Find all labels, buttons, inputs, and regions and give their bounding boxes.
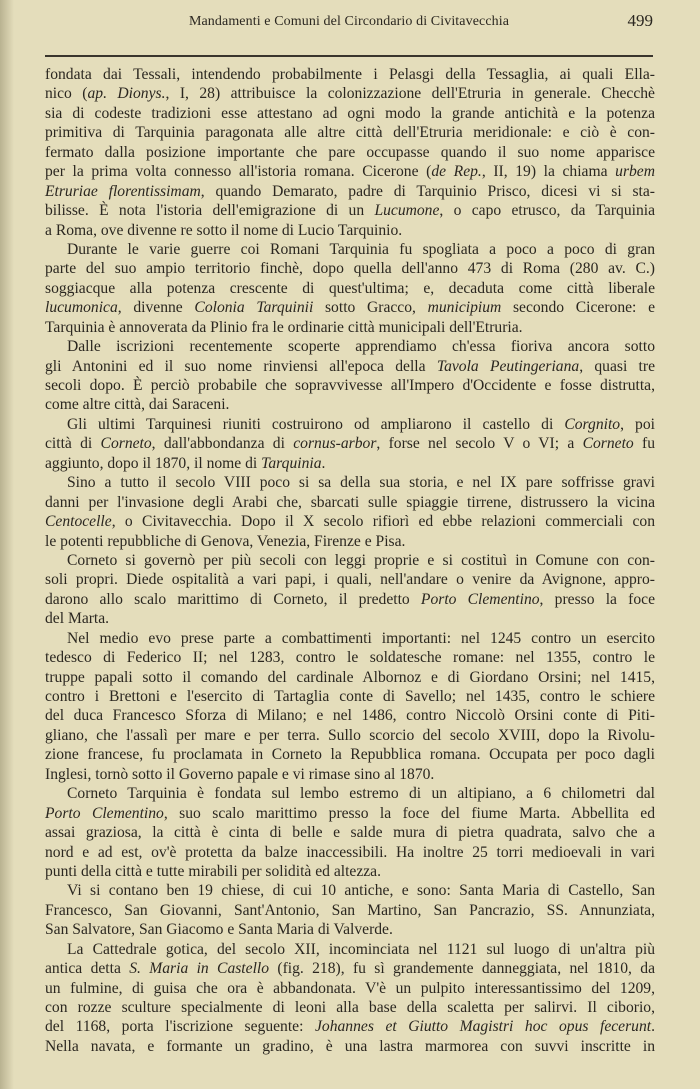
text-segment: nord e ad est, ov'è protetta da balze inaccessibili. Ha inoltre 25 torri medioevali in vari [45,843,655,861]
text-line [45,84,655,103]
text-segment: Durante le varie guerre coi Romani Tarquinia fu spogliata a poco a poco di gran [67,240,655,258]
text-line [45,843,655,862]
text-segment: fondata dai Tessali, intendendo probabilmente i Pelasgi della Tessaglia, ai quali Ella- [45,66,655,83]
text-line [45,940,655,959]
text-segment: punti della città e tutte mirabili per solidità ed altezza. [45,862,382,880]
text-segment: . [321,454,326,472]
text-line [45,512,655,531]
text-segment: fu [633,435,655,453]
italic-text: Corgnito [564,415,621,433]
text-segment: per la prima volta connesso all'istoria romana. Cicerone ( [45,163,432,181]
text-segment: con rozze sculture specialmente di leoni alla base della scaletta per salirvi. Il ciborio, [45,999,655,1016]
text-line [45,259,655,278]
text-line [45,590,655,609]
text-line [45,415,655,434]
text-line [45,687,655,706]
text-line [45,823,655,842]
text-line [45,318,655,337]
text-line [45,726,655,745]
text-segment: città di [45,435,101,453]
text-segment: La Cattedrale gotica, del secolo XII, incominciata nel 1121 sul luogo di un'altra più [67,940,655,958]
text-segment: primitiva di Tarquinia paragonata alle altre città dell'Etruria meridionale: e ciò è con- [45,124,655,142]
text-line [45,881,655,900]
text-line [45,570,655,589]
italic-text: urbem [615,163,655,181]
body-text [45,65,655,1056]
italic-text: Colonia Tarquinii [194,299,314,317]
text-segment: sia di codeste tradizioni esse attestano ad ogni modo la grande antichità e la potenza [45,104,655,122]
text-segment: fermato dalla posizione importante che pare occupasse quando il suo nome apparisce [45,143,655,161]
text-line [45,668,655,687]
text-line [45,376,655,395]
text-segment: secoli dopo. È perciò probabile che sopravvivesse all'Impero d'Occidente e fosse distrutta, [45,377,655,394]
text-segment: , divenne [117,299,195,317]
italic-text: municipium [427,299,502,317]
text-segment: Dalle iscrizioni recentemente scoperte apprendiamo ch'essa fioriva ancora sotto [67,338,655,356]
text-segment: , poi [620,415,655,433]
text-line [45,162,655,181]
text-line [45,901,655,920]
text-segment: parte del suo ampio territorio finchè, dopo quella dell'anno 473 di Roma (280 av. C.) [45,260,655,278]
text-line [45,862,655,881]
text-segment: sotto Gracco, [313,299,428,317]
text-line [45,279,655,298]
text-segment: , o capo etrusco, da Tarquinia [439,202,656,220]
italic-text: Corneto [100,435,152,453]
text-line [45,434,655,453]
text-segment: (fig. 218), fu sì grandemente danneggiata, nel 1810, da [269,960,655,978]
page-number: 499 [627,11,653,30]
text-segment: del 1168, porta l'iscrizione seguente: [45,1018,315,1036]
text-segment: , I, 28) attribuisce la colonizzazione dell'Etruria in generale. Checchè [165,85,655,103]
text-line [45,337,655,356]
text-segment: Corneto si governò per più secoli con leggi proprie e si costituì in Comune con con- [67,551,655,569]
text-segment: , quasi tre [579,357,656,375]
text-segment: , II, 19) la chiama [481,163,616,181]
text-line [45,784,655,803]
text-segment: Corneto Tarquinia è fondata sul lembo estremo di un altipiano, a 6 chilometri dal [67,785,655,803]
text-segment: truppe papali sotto il comando del cardinale Albornoz e di Giordano Orsini; nel 1415, [45,668,655,686]
text-segment: Nella navata, e formante un gradino, è una lastra marmorea con suvvi inscritte in [45,1037,655,1055]
text-segment: tedesco di Federico II; nel 1283, contro le soldatesche romane: nel 1355, contro le [45,649,655,667]
text-line [45,493,655,512]
text-segment: Sino a tutto il secolo VIII poco si sa della sua storia, e nel IX pare soffrisse gravi [67,474,655,492]
text-segment: del Marta. [45,610,110,628]
text-segment: del duca Francesco Sforza di Milano; e nel 1486, contro Niccolò Orsini conte di Piti- [45,707,655,725]
text-segment: . [651,1018,655,1036]
text-segment: nico ( [45,85,88,103]
text-segment: Inglesi, tornò sotto il Governo papale e vi rimase sino al 1870. [45,765,435,783]
text-segment: San Salvatore, San Giacomo e Santa Maria di Valverde. [45,921,393,939]
text-segment: , dall'abbondanza di [151,435,294,453]
text-segment: Vi si contano ben 19 chiese, di cui 10 antiche, e sono: Santa Maria di Castello, San [67,882,655,900]
text-segment: , quando Demarato, padre di Tarquinio Prisco, dicesi vi si sta- [200,182,656,200]
text-line [45,745,655,764]
text-line [45,532,655,551]
text-segment: bilisse. È nota l'istoria dell'emigrazione di un [45,202,375,220]
text-segment: , suo scalo marittimo presso la foce del fiume Marta. Abbellita ed [163,804,655,822]
text-segment: contro i Brettoni e l'esercito di Tartaglia conte di Savello; nel 1435, contro le schiere [45,688,655,705]
text-segment: zione francese, fu proclamata in Corneto la Repubblica romana. Occupata per poco dagli [45,746,655,764]
text-segment: soggiacque alla potenza crescente di quest'ultima; e, decaduta come città liberale [45,279,655,297]
text-line [45,201,655,220]
italic-text: cornus-arbor [293,435,377,453]
text-line [45,65,655,84]
italic-text: Etruriae florentissimam [45,182,201,200]
italic-text: Tavola Peutingeriana [436,357,580,375]
text-segment: come altre città, dai Saraceni. [45,396,230,414]
text-segment: Gli ultimi Tarquinesi riuniti costruirono od ampliarono il castello di [67,415,565,433]
text-segment: le potenti repubbliche di Genova, Venezia, Firenze e Pisa. [45,532,406,550]
text-segment: un fulmine, di guisa che ora è abbandonata. V'è un pulpito interessantissimo del 1209, [45,979,655,997]
text-line [45,998,655,1017]
italic-text: ap. Dionys. [87,85,166,103]
text-segment: a Roma, ove divenne re sotto il nome di Lucio Tarquinio. [45,221,403,239]
text-segment: , forse nel secolo V o VI; a [376,435,583,453]
text-segment: gliano, che l'assalì per mare e per terra. Sullo scorcio del secolo XVIII, dopo la Rivolu- [45,726,655,744]
text-line [45,123,655,142]
text-line [45,629,655,648]
text-line [45,1017,655,1036]
text-segment: danni per l'invasione degli Arabi che, sbarcati sulle spiaggie tirrene, distrussero la vicina [45,493,655,511]
text-line [45,979,655,998]
text-line [45,473,655,492]
text-segment: aggiunto, dopo il 1870, il nome di [45,454,262,472]
text-line [45,395,655,414]
text-segment: assai graziosa, la città è cinta di belle e salde mura di pietra quadrata, salvo che a [45,824,655,842]
page-edge-shadow [0,0,14,1089]
text-segment: darono allo scalo marittimo di Corneto, il predetto [45,590,421,608]
italic-text: Porto Clementino [45,804,164,822]
text-line [45,298,655,317]
text-line [45,1037,655,1056]
italic-text: Lucumone [374,202,440,220]
italic-text: lucumonica [45,299,118,317]
italic-text: Porto Clementino [420,590,540,608]
text-segment: antica detta [45,960,130,978]
header-rule [45,55,653,57]
text-line [45,221,655,240]
text-line [45,104,655,123]
italic-text: Corneto [582,435,634,453]
text-line [45,920,655,939]
text-segment: Tarquinia è annoverata da Plinio fra le ordinarie città municipali dell'Etruria. [45,318,523,336]
text-segment: , o Civitavecchia. Dopo il X secolo rifiorì ed ebbe relazioni commerciali con [111,513,655,531]
text-segment: soli propri. Diede ospitalità a vari papi, i quali, nell'andare o venire da Avignone, appro- [45,571,655,589]
text-line [45,609,655,628]
text-line [45,959,655,978]
italic-text: de Rep. [431,163,482,181]
running-header [45,8,653,34]
running-title: Mandamenti e Comuni del Circondario di Civitavecchia [188,14,510,29]
text-segment: gli Antonini ed il suo nome rinviensi all'epoca della [45,357,437,375]
text-line [45,240,655,259]
text-line [45,357,655,376]
text-segment: secondo Cicerone: e [501,299,655,317]
text-line [45,804,655,823]
text-line [45,765,655,784]
italic-text: Tarquinia [261,454,322,472]
text-line [45,454,655,473]
text-line [45,551,655,570]
text-line [45,706,655,725]
italic-text: Centocelle [45,513,112,531]
text-line [45,648,655,667]
text-segment: Francesco, San Giovanni, Sant'Antonio, San Martino, San Pancrazio, SS. Annunziata, [45,901,655,919]
text-line [45,143,655,162]
text-segment: Nel medio evo prese parte a combattimenti importanti: nel 1245 contro un esercito [67,629,655,647]
text-segment: , presso la foce [539,590,656,608]
italic-text: S. Maria in Castello [129,960,270,978]
italic-text: Johannes et Giutto Magistri hoc opus fecerunt [315,1018,652,1036]
text-line [45,182,655,201]
